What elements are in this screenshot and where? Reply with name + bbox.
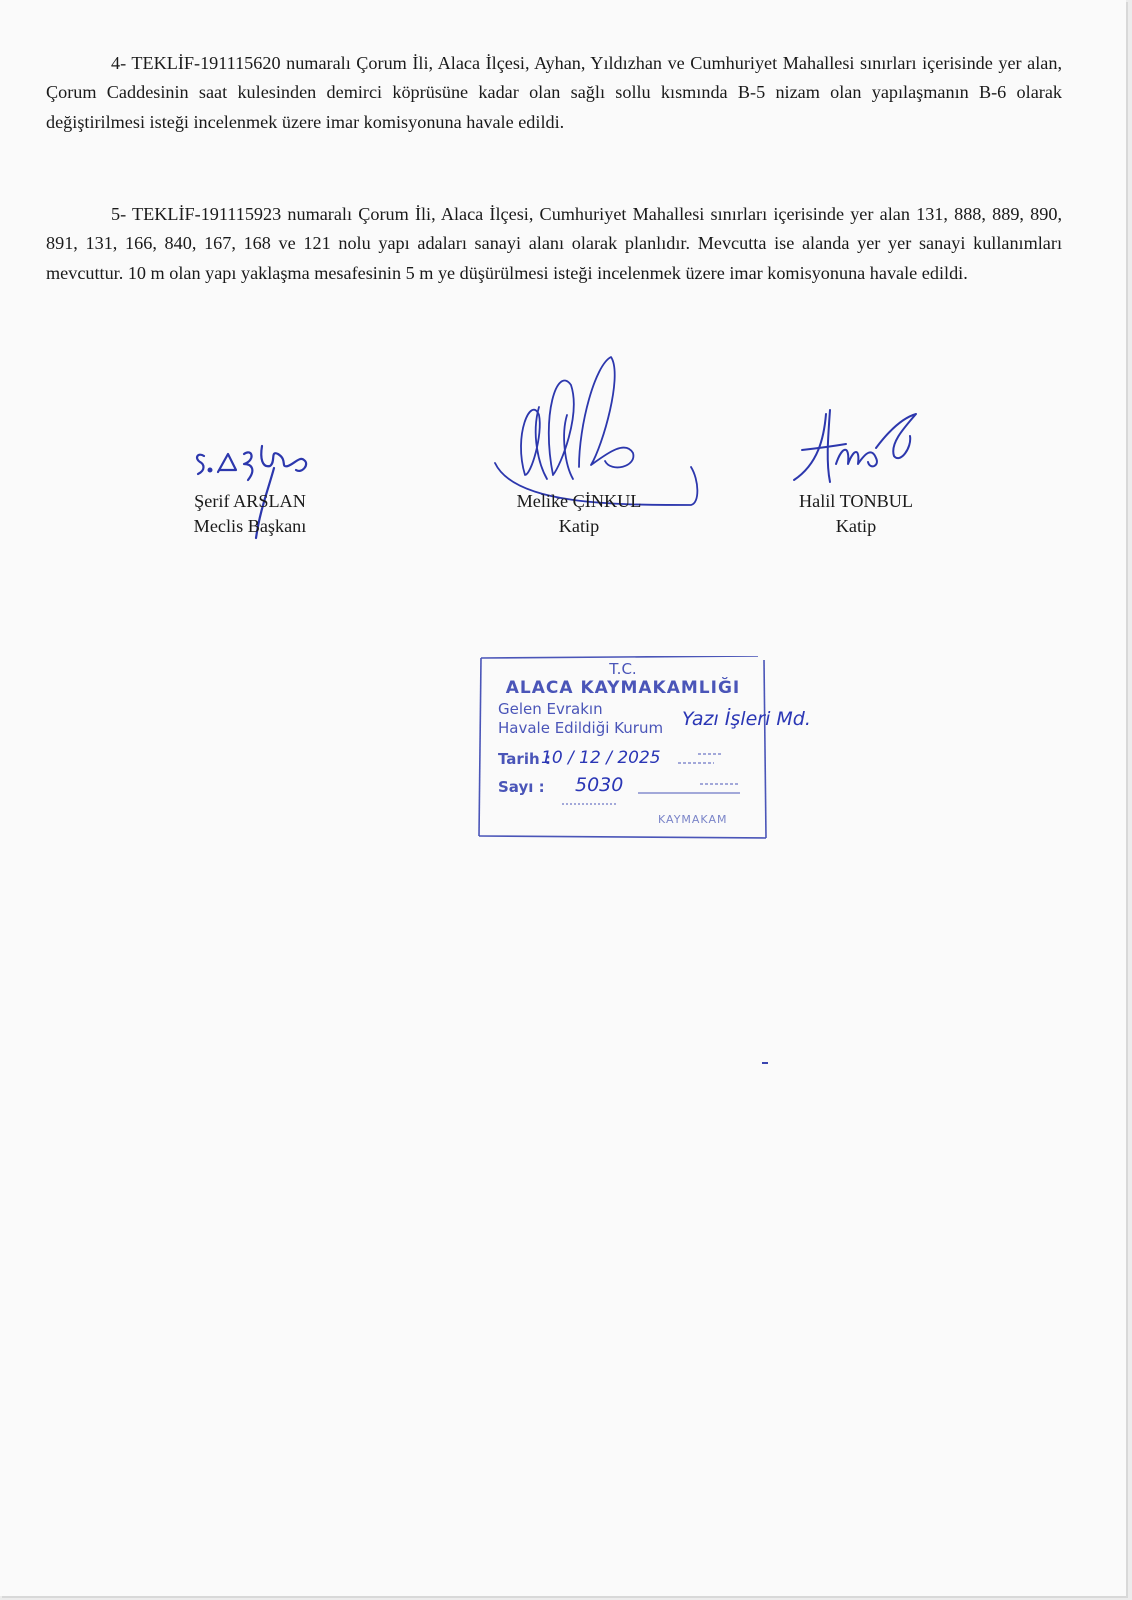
stamp-line-1: Gelen Evrakın [498, 700, 603, 718]
stamp-footer: KAYMAKAM [658, 813, 728, 826]
paragraph-item-5: 5- TEKLİF-191115923 numaralı Çorum İli, Alaca İlçesi, Cumhuriyet Mahallesi sınırları içerisinde yer alan 131, 888, 889, 890, 891, 131, 166, 840, 167, 168 ve 121 nolu yapı adaları sanayi alanı olarak planlıdır. Mevcutta ise alanda yer yer sanayi kullanımları mevcuttur. 10 m olan yapı yaklaşma mesafesinin 5 m ye düşürülmesi isteği incelenmek üzere imar komisyonuna havale edildi. [46, 204, 1062, 283]
stamp-organization: ALACA KAYMAKAMLIĞI [505, 678, 741, 698]
signatory-2 [479, 489, 679, 539]
handwritten-date: 10 / 12 / 2025 [541, 748, 661, 768]
signature-3-image [790, 408, 940, 498]
handwritten-department: Yazı İşleri Md. [682, 708, 811, 730]
ink-dot [762, 1062, 768, 1064]
signatory-3 [756, 489, 956, 539]
paragraph-item-4: 4- TEKLİF-191115620 numaralı Çorum İli, Alaca İlçesi, Ayhan, Yıldızhan ve Cumhuriyet Mahallesi sınırları içerisinde yer alan, Çorum Caddesinin saat kulesinden demirci köprüsüne kadar olan sağlı sollu kısmında B-5 nizam olan yapılaşmanın B-6 olarak değiştirilmesi isteği incelenmek üzere imar komisyonuna havale edildi. [46, 53, 1062, 132]
stamp-header: T.C. [609, 660, 637, 678]
stamp-line-2: Havale Edildiği Kurum [498, 719, 664, 737]
stamp-date-label: Tarih : [498, 750, 551, 768]
signatory-2-name: Melike ÇİNKUL [516, 491, 642, 511]
handwritten-number: 5030 [575, 774, 624, 796]
signatory-2-title: Katip [558, 516, 600, 536]
stamp-number-label: Sayı : [498, 778, 545, 796]
signatory-3-name: Halil TONBUL [798, 491, 913, 511]
signatory-1-name: Şerif ARSLAN [194, 491, 306, 511]
signatory-3-title: Katip [835, 516, 877, 536]
signatory-1-title: Meclis Başkanı [193, 516, 307, 536]
signatory-1 [150, 489, 350, 539]
